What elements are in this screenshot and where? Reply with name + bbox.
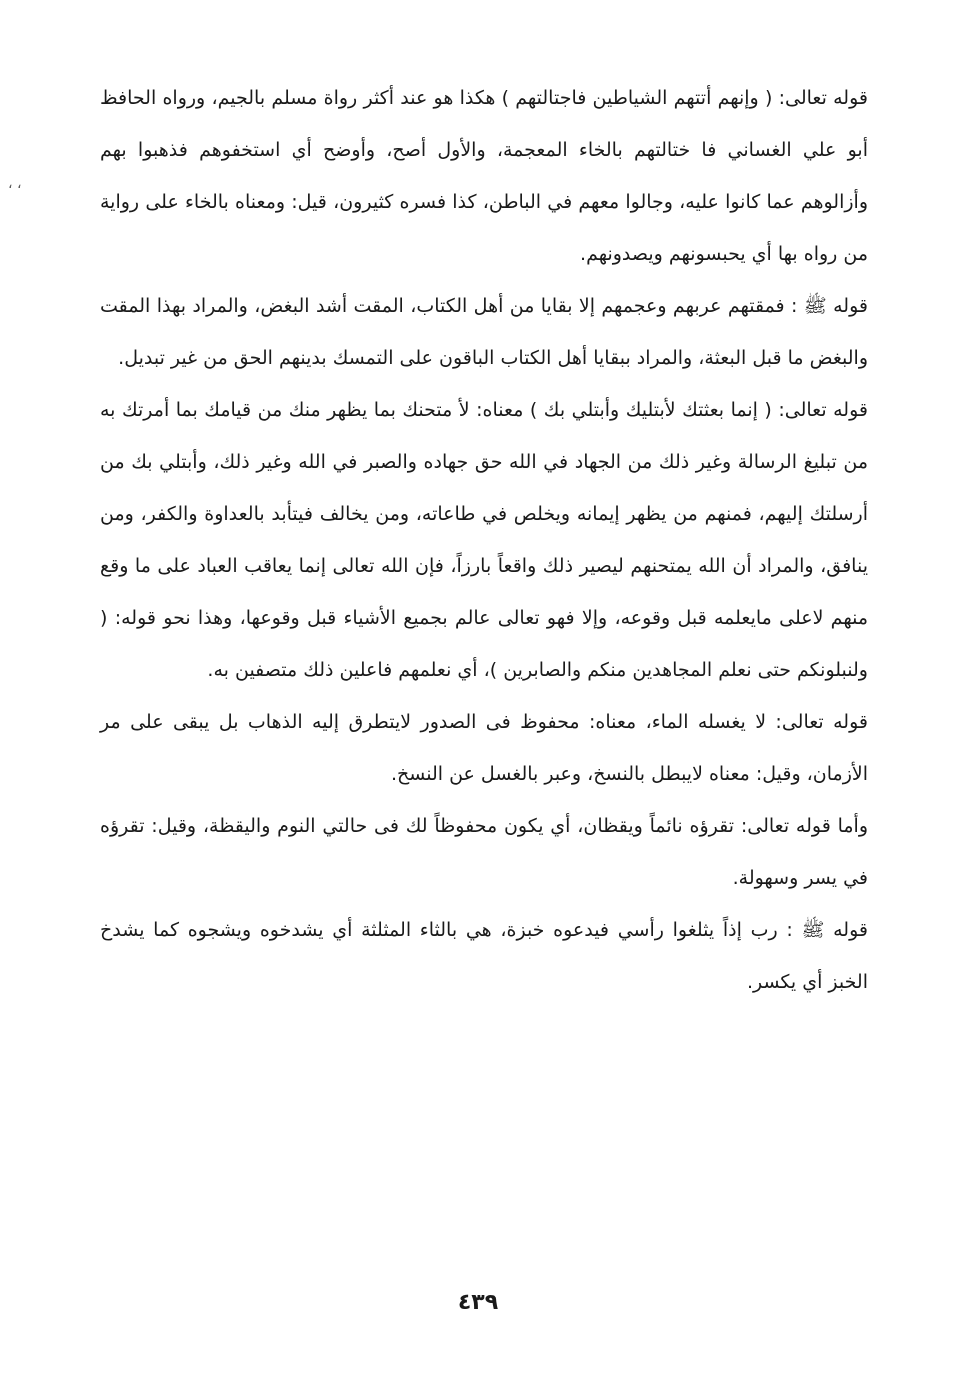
paragraph-6: قوله ﷺ : رب إذاً يثلغوا رأسي فيدعوه خبزة، هي بالثاء المثلثة أي يشدخوه ويشجوه كما يشدخ الخبز أي يكسر. (100, 919, 868, 993)
paragraph-5: وأما قوله تعالى: تقرؤه نائماً ويقظان، أي يكون محفوظاً لك فى حالتي النوم واليقظة، وقيل: تقرؤه في يسر وسهولة. (100, 815, 868, 889)
body-text (100, 72, 868, 1008)
margin-mark: ، ، (8, 176, 22, 192)
paragraph-3: قوله تعالى: ( إنما بعثتك لأبتليك وأبتلي بك ) معناه: لأ متحنك بما يظهر منك من قيامك بما أمرتك به من تبليغ الرسالة وغير ذلك من الجهاد في الله حق جهاده والصبر في الله وغير ذلك، وأبتلي بك من أرسلتك إليهم، فمنهم من يظهر إيمانه ويخلص في طاعاته، ومن يخالف فيتأبد بالعداوة والكفر، ومن ينافق، والمراد أن الله يمتحنهم ليصير ذلك واقعاً بارزاً، فإن الله تعالى إنما يعاقب العباد على ما وقع منهم لاعلى مايعلمه قبل وقوعه، وإلا فهو تعالى عالم بجميع الأشياء قبل وقوعها، وهذا نحو قوله: ( ولنبلونكم حتى نعلم المجاهدين منكم والصابرين )، أي نعلمهم فاعلين ذلك متصفين به. (100, 399, 868, 681)
paragraph-1: قوله تعالى: ( وإنهم أتتهم الشياطين فاجتالتهم ) هكذا هو عند أكثر رواة مسلم بالجيم، ورواه الحافظ أبو علي الغساني فا ختالتهم بالخاء المعجمة، والأول أصح، وأوضح أي استخفوهم فذهبوا بهم وأزالوهم عما كانوا عليه، وجالوا معهم في الباطن، كذا فسره كثيرون، قيل: ومعناه بالخاء على رواية من رواه بها أي يحبسونهم ويصدونهم. (100, 87, 868, 265)
page-number: ٤٣٩ (457, 1290, 499, 1315)
paragraph-4: قوله تعالى: لا يغسله الماء، معناه: محفوظ فى الصدور لايتطرق إليه الذهاب بل يبقى على مر الأزمان، وقيل: معناه لايبطل بالنسخ، وعبر بالغسل عن النسخ. (100, 711, 868, 785)
paragraph-2: قوله ﷺ : فمقتهم عربهم وعجمهم إلا بقايا من أهل الكتاب، المقت أشد البغض، والمراد بهذا المقت والبغض ما قبل البعثة، والمراد ببقايا أهل الكتاب الباقون على التمسك بدينهم الحق من غير تبديل. (100, 295, 868, 369)
